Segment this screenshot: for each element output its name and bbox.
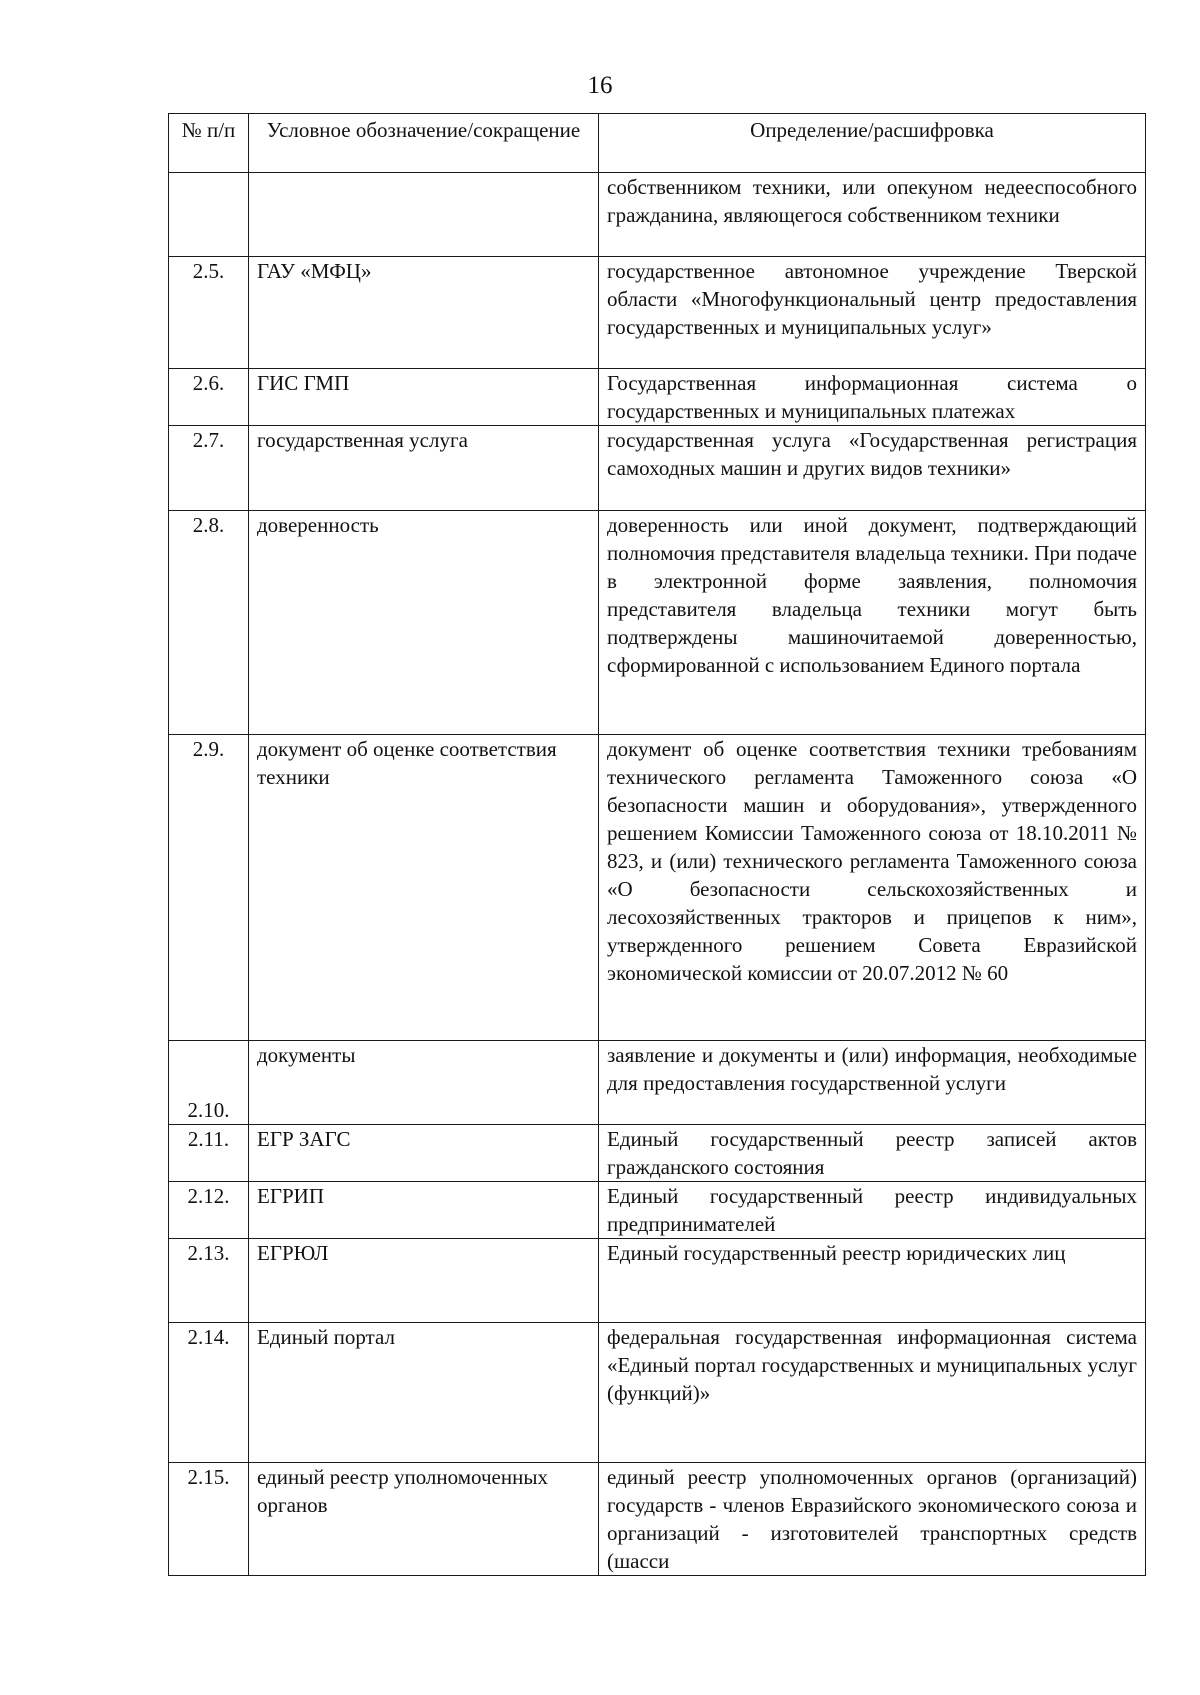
page-number: 16 — [587, 72, 613, 99]
header-term: Условное обозначение/сокращение — [249, 114, 599, 173]
row-definition: заявление и документы и (или) информация, необходимые для предоставления государственной услуги — [599, 1041, 1146, 1125]
row-num: 2.15. — [169, 1463, 249, 1576]
table-row — [169, 257, 1146, 369]
row-num: 2.6. — [169, 369, 249, 426]
definitions-table — [168, 113, 1146, 1576]
table-row — [169, 511, 1146, 735]
row-num — [169, 173, 249, 257]
row-term: ЕГРЮЛ — [249, 1239, 599, 1323]
table-row — [169, 735, 1146, 1041]
table-header-row — [169, 114, 1146, 173]
row-term: документ об оценке соответствия техники — [249, 735, 599, 1041]
table-row — [169, 1323, 1146, 1463]
header-num: № п/п — [169, 114, 249, 173]
row-term: ГАУ «МФЦ» — [249, 257, 599, 369]
row-definition: государственное автономное учреждение Тверской области «Многофункциональный центр предоставления государственных и муниципальных услуг» — [599, 257, 1146, 369]
row-num: 2.9. — [169, 735, 249, 1041]
row-num: 2.10. — [169, 1041, 249, 1125]
row-term: ЕГРИП — [249, 1182, 599, 1239]
table-row — [169, 1239, 1146, 1323]
row-definition: собственником техники, или опекуном недееспособного гражданина, являющегося собственником техники — [599, 173, 1146, 257]
table-row — [169, 426, 1146, 511]
row-num: 2.14. — [169, 1323, 249, 1463]
table-row — [169, 1041, 1146, 1125]
row-definition: государственная услуга «Государственная регистрация самоходных машин и других видов техники» — [599, 426, 1146, 511]
row-num: 2.7. — [169, 426, 249, 511]
table-row — [169, 1125, 1146, 1182]
row-term: Единый портал — [249, 1323, 599, 1463]
row-definition: Единый государственный реестр записей актов гражданского состояния — [599, 1125, 1146, 1182]
table-row — [169, 369, 1146, 426]
header-definition: Определение/расшифровка — [599, 114, 1146, 173]
row-num: 2.5. — [169, 257, 249, 369]
row-term: ГИС ГМП — [249, 369, 599, 426]
row-num: 2.12. — [169, 1182, 249, 1239]
row-term: государственная услуга — [249, 426, 599, 511]
row-num: 2.13. — [169, 1239, 249, 1323]
row-term: единый реестр уполномоченных органов — [249, 1463, 599, 1576]
row-definition: федеральная государственная информационная система «Единый портал государственных и муниципальных услуг (функций)» — [599, 1323, 1146, 1463]
row-term: доверенность — [249, 511, 599, 735]
row-term — [249, 173, 599, 257]
row-definition: документ об оценке соответствия техники требованиям технического регламента Таможенного союза «О безопасности машин и оборудования», утвержденного решением Комиссии Таможенного союза от 18.10.2011 № 823, и (или) технического регламента Таможенного союза «О безопасности сельскохозяйственных и лесохозяйственных тракторов и прицепов к ним», утвержденного решением Совета Евразийской экономической комиссии от 20.07.2012 № 60 — [599, 735, 1146, 1041]
row-definition: Единый государственный реестр индивидуальных предпринимателей — [599, 1182, 1146, 1239]
row-term: документы — [249, 1041, 599, 1125]
row-num: 2.8. — [169, 511, 249, 735]
table-row — [169, 1463, 1146, 1576]
table-row — [169, 173, 1146, 257]
row-definition: Государственная информационная система о государственных и муниципальных платежах — [599, 369, 1146, 426]
row-definition: доверенность или иной документ, подтверждающий полномочия представителя владельца техники. При подаче в электронной форме заявления, полномочия представителя владельца техники могут быть подтверждены машиночитаемой доверенностью, сформированной с использованием Единого портала — [599, 511, 1146, 735]
table-row — [169, 1182, 1146, 1239]
row-definition: Единый государственный реестр юридических лиц — [599, 1239, 1146, 1323]
row-term: ЕГР ЗАГС — [249, 1125, 599, 1182]
row-definition: единый реестр уполномоченных органов (организаций) государств - членов Евразийского экономического союза и организаций - изготовителей транспортных средств (шасси — [599, 1463, 1146, 1576]
row-num: 2.11. — [169, 1125, 249, 1182]
